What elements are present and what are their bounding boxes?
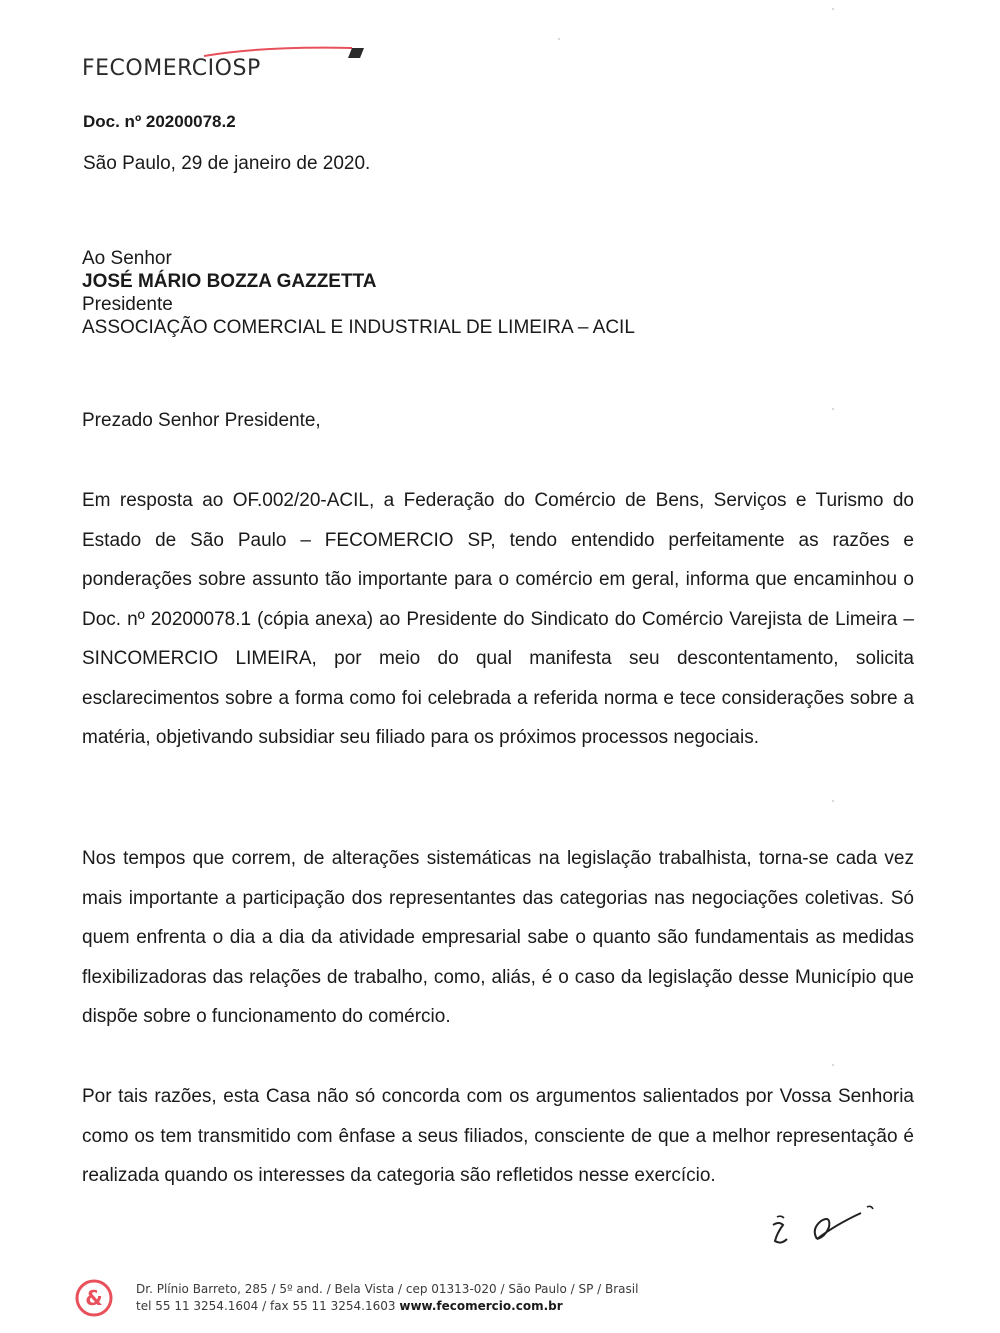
logo-wordmark: FECOMERCIO	[82, 56, 233, 81]
footer-website-link[interactable]: www.fecomercio.com.br	[399, 1299, 563, 1313]
scan-speck	[558, 38, 560, 40]
scan-speck	[832, 800, 834, 802]
body-paragraph: Por tais razões, esta Casa não só concorda com os argumentos salientados por Vossa Senhoria como os tem transmitido com ênfase a seus filiados, consciente de que a melhor representação é realizada quando os interesses da categoria são refletidos nesse exercício.	[82, 1086, 914, 1186]
footer-phone: tel 55 11 3254.1604 / fax 55 11 3254.1603	[136, 1299, 396, 1313]
footer-address: Dr. Plínio Barreto, 285 / 5º and. / Bela Vista / cep 01313-020 / São Paulo / SP / Brasil	[136, 1282, 639, 1296]
body-paragraph: Em resposta ao OF.002/20-ACIL, a Federação do Comércio de Bens, Serviços e Turismo do Estado de São Paulo – FECOMERCIO SP, tendo entendido perfeitamente as razões e ponderações sobre assunto tão importante para o comércio em geral, informa que encaminhou o Doc. nº 20200078.1 (cópia anexa) ao Presidente do Sindicato do Comércio Varejista de Limeira – SINCOMERCIO LIMEIRA, por meio do qual manifesta seu descontentamento, solicita esclarecimentos sobre a forma como foi celebrada a referida norma e tece considerações sobre a matéria, objetivando subsidiar seu filiado para os próximos processos negociais.	[82, 490, 914, 748]
addressee-organization: ASSOCIAÇÃO COMERCIAL E INDUSTRIAL DE LIMEIRA – ACIL	[82, 317, 635, 338]
addressee-role: Presidente	[82, 294, 173, 315]
addressee-name: JOSÉ MÁRIO BOZZA GAZZETTA	[82, 271, 377, 292]
scan-speck	[832, 408, 834, 410]
document-number: Doc. nº 20200078.2	[83, 112, 236, 131]
footer-contact	[136, 1281, 638, 1315]
svg-text:&: &	[85, 1286, 103, 1310]
addressee-salutation: Ao Senhor	[82, 248, 172, 269]
logo-suffix: SP	[232, 56, 261, 81]
body-paragraph: Nos tempos que correm, de alterações sistemáticas na legislação trabalhista, torna-se cada vez mais importante a participação dos representantes das categorias nas negociações coletivas. Só quem enfrenta o dia a dia da atividade empresarial sabe o quanto são fundamentais as medidas flexibilizadoras das relações de trabalho, como, aliás, é o caso da legislação desse Município que dispõe sobre o funcionamento do comércio.	[82, 848, 914, 1027]
date-line: São Paulo, 29 de janeiro de 2020.	[83, 153, 371, 174]
addressee-block	[82, 247, 635, 339]
letter-salutation: Prezado Senhor Presidente,	[82, 410, 321, 431]
ampersand-icon	[74, 1278, 114, 1318]
scan-speck	[832, 8, 834, 10]
handwritten-initials	[765, 1195, 885, 1255]
scan-speck	[832, 1064, 834, 1066]
fecomercio-logo	[82, 44, 292, 84]
